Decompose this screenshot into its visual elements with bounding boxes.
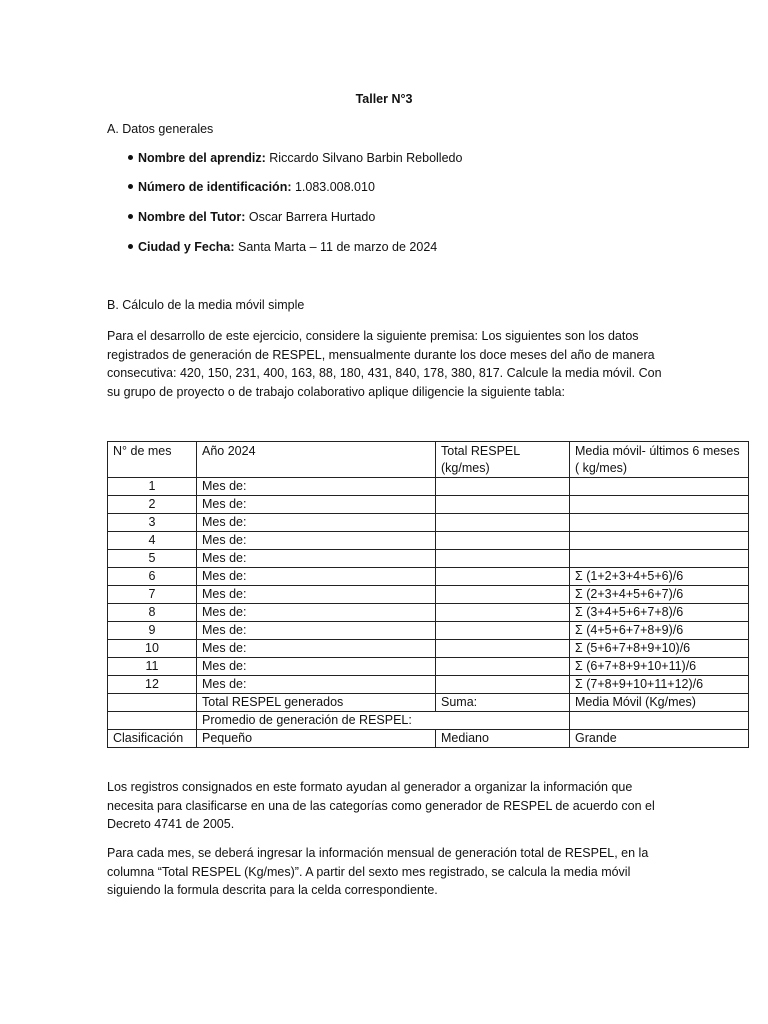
promedio-label: Promedio de generación de RESPEL:: [197, 712, 570, 730]
table-row: [108, 658, 749, 676]
media-cell[interactable]: [570, 514, 749, 532]
header-media: Media móvil- últimos 6 meses ( kg/mes): [570, 442, 749, 478]
table-row: [108, 550, 749, 568]
clasificacion-grande: Grande: [570, 730, 749, 748]
paragraph-line: columna “Total RESPEL (Kg/mes)”. A partir del sexto mes registrado, se calcula la media móvil: [107, 864, 631, 879]
total-cell[interactable]: [436, 640, 570, 658]
paragraph-line: siguiendo la formula descrita para la celda correspondiente.: [107, 883, 438, 898]
media-cell[interactable]: [570, 532, 749, 550]
table-row: [108, 478, 749, 496]
total-cell[interactable]: [436, 676, 570, 694]
header-mes: N° de mes: [108, 442, 197, 478]
field-ciudad-fecha: [128, 240, 437, 254]
field-label: Número de identificación:: [138, 180, 292, 194]
closing-paragraph-2: [107, 844, 667, 900]
media-cell[interactable]: Σ (7+8+9+10+11+12)/6: [570, 676, 749, 694]
section-b-heading: B. Cálculo de la media móvil simple: [107, 298, 305, 312]
total-cell[interactable]: [436, 568, 570, 586]
paragraph-line: Los registros consignados en este formato ayudan al generador a organizar la información que: [107, 780, 633, 794]
header-anio: Año 2024: [197, 442, 436, 478]
month-number: 11: [108, 658, 197, 676]
respel-table: [107, 441, 749, 748]
paragraph-line: su grupo de proyecto o de trabajo colaborativo aplique diligencie la siguiente tabla:: [107, 384, 565, 399]
month-number: 4: [108, 532, 197, 550]
month-number: 7: [108, 586, 197, 604]
month-label: Mes de:: [197, 568, 436, 586]
media-cell[interactable]: Σ (1+2+3+4+5+6)/6: [570, 568, 749, 586]
bullet-icon: [128, 244, 133, 249]
month-label: Mes de:: [197, 604, 436, 622]
paragraph-line: Para el desarrollo de este ejercicio, considere la siguiente premisa: Los siguientes son los datos: [107, 329, 639, 343]
media-cell[interactable]: Σ (5+6+7+8+9+10)/6: [570, 640, 749, 658]
table-row: [108, 532, 749, 550]
field-value: Riccardo Silvano Barbin Rebolledo: [265, 151, 463, 165]
month-number: 8: [108, 604, 197, 622]
table-row: [108, 568, 749, 586]
total-cell[interactable]: [436, 496, 570, 514]
clasificacion-pequeno: Pequeño: [197, 730, 436, 748]
total-respel-label: Total RESPEL generados: [197, 694, 436, 712]
month-label: Mes de:: [197, 496, 436, 514]
total-cell[interactable]: [436, 658, 570, 676]
field-label: Nombre del Tutor:: [138, 210, 246, 224]
paragraph-line: Decreto 4741 de 2005.: [107, 817, 235, 832]
total-cell[interactable]: [436, 622, 570, 640]
total-cell[interactable]: [436, 532, 570, 550]
suma-cell[interactable]: Suma:: [436, 694, 570, 712]
field-identificacion: [128, 180, 375, 194]
media-cell[interactable]: [570, 478, 749, 496]
promedio-value-cell[interactable]: [570, 712, 749, 730]
month-label: Mes de:: [197, 622, 436, 640]
month-label: Mes de:: [197, 478, 436, 496]
table-row: [108, 604, 749, 622]
month-label: Mes de:: [197, 550, 436, 568]
month-label: Mes de:: [197, 676, 436, 694]
clasificacion-label: Clasificación: [108, 730, 197, 748]
total-cell[interactable]: [436, 478, 570, 496]
bullet-icon: [128, 184, 133, 189]
table-row: [108, 676, 749, 694]
month-label: Mes de:: [197, 514, 436, 532]
media-cell[interactable]: Σ (3+4+5+6+7+8)/6: [570, 604, 749, 622]
month-number: 5: [108, 550, 197, 568]
empty-cell: [108, 694, 197, 712]
total-cell[interactable]: [436, 550, 570, 568]
paragraph-line: Para cada mes, se deberá ingresar la información mensual de generación total de RESPEL, en la: [107, 846, 649, 860]
table-row: [108, 622, 749, 640]
paragraph-line: registrados de generación de RESPEL, mensualmente durante los doce meses del año de manera: [107, 347, 655, 362]
field-label: Nombre del aprendiz:: [138, 151, 266, 165]
intro-paragraph: [107, 327, 667, 401]
media-cell[interactable]: Σ (2+3+4+5+6+7)/6: [570, 586, 749, 604]
month-label: Mes de:: [197, 586, 436, 604]
paragraph-line: consecutiva: 420, 150, 231, 400, 163, 88, 180, 431, 840, 178, 380, 817. Calcule la media móvil. Con: [107, 366, 662, 381]
bullet-icon: [128, 214, 133, 219]
table-row: [108, 640, 749, 658]
month-number: 12: [108, 676, 197, 694]
media-cell[interactable]: [570, 496, 749, 514]
total-respel-row: [108, 694, 749, 712]
table-row: [108, 586, 749, 604]
month-number: 1: [108, 478, 197, 496]
total-cell[interactable]: [436, 604, 570, 622]
table-row: [108, 496, 749, 514]
bullet-icon: [128, 155, 133, 160]
total-cell[interactable]: [436, 586, 570, 604]
month-label: Mes de:: [197, 658, 436, 676]
field-tutor: [128, 210, 375, 224]
closing-paragraph-1: [107, 778, 667, 834]
month-number: 2: [108, 496, 197, 514]
table-row: [108, 514, 749, 532]
media-movil-total-cell[interactable]: Media Móvil (Kg/mes): [570, 694, 749, 712]
field-label: Ciudad y Fecha:: [138, 240, 235, 254]
total-cell[interactable]: [436, 514, 570, 532]
header-total: Total RESPEL (kg/mes): [436, 442, 570, 478]
month-number: 9: [108, 622, 197, 640]
promedio-row: [108, 712, 749, 730]
table-header-row: [108, 442, 749, 478]
field-value: Oscar Barrera Hurtado: [245, 210, 376, 224]
clasificacion-row: [108, 730, 749, 748]
clasificacion-mediano: Mediano: [436, 730, 570, 748]
month-label: Mes de:: [197, 532, 436, 550]
month-number: 6: [108, 568, 197, 586]
field-aprendiz: [128, 151, 462, 165]
media-cell[interactable]: [570, 550, 749, 568]
field-value: 1.083.008.010: [291, 180, 375, 194]
media-cell[interactable]: Σ (6+7+8+9+10+11)/6: [570, 658, 749, 676]
empty-cell: [108, 712, 197, 730]
month-number: 10: [108, 640, 197, 658]
field-value: Santa Marta – 11 de marzo de 2024: [234, 240, 438, 254]
document-title: Taller N°3: [355, 92, 413, 106]
media-cell[interactable]: Σ (4+5+6+7+8+9)/6: [570, 622, 749, 640]
section-a-heading: A. Datos generales: [107, 122, 214, 136]
paragraph-line: necesita para clasificarse en una de las categorías como generador de RESPEL de acuerdo con el: [107, 798, 655, 813]
month-number: 3: [108, 514, 197, 532]
month-label: Mes de:: [197, 640, 436, 658]
